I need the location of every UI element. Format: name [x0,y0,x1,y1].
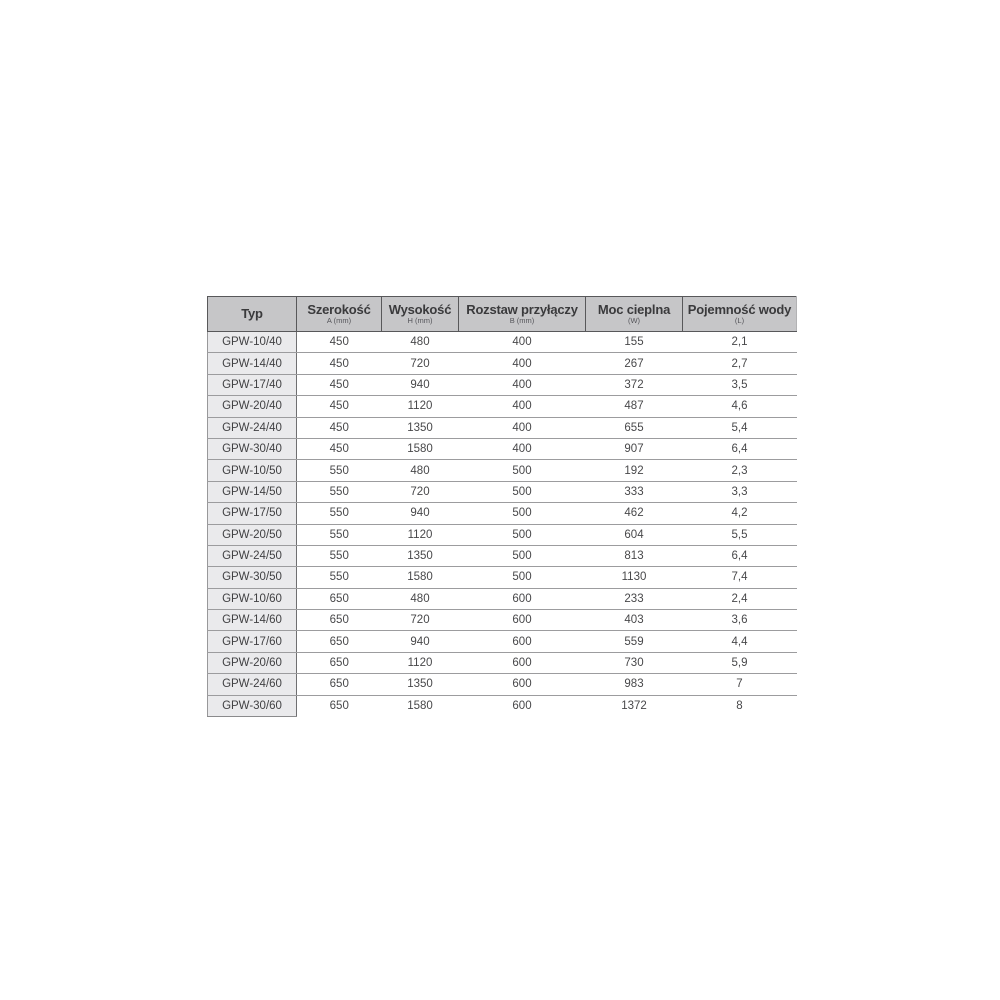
cell-moc-cieplna: 192 [586,460,683,481]
cell-wysokosc-h: 940 [382,374,459,395]
cell-typ: GPW-17/50 [208,503,297,524]
spec-table [207,296,797,717]
cell-typ: GPW-10/50 [208,460,297,481]
cell-typ: GPW-24/40 [208,417,297,438]
cell-rozstaw-b: 400 [459,353,586,374]
column-label: Wysokość [388,301,452,317]
cell-szerokosc-a: 550 [297,567,382,588]
cell-wysokosc-h: 1350 [382,674,459,695]
column-sublabel: (L) [734,316,745,326]
cell-pojemnosc-wody: 6,4 [683,438,797,459]
cell-typ: GPW-20/60 [208,652,297,673]
cell-rozstaw-b: 400 [459,438,586,459]
cell-szerokosc-a: 550 [297,460,382,481]
cell-pojemnosc-wody: 8 [683,695,797,716]
cell-rozstaw-b: 400 [459,332,586,353]
column-header-content [586,297,682,331]
cell-moc-cieplna: 403 [586,610,683,631]
cell-rozstaw-b: 500 [459,481,586,502]
cell-szerokosc-a: 550 [297,524,382,545]
cell-typ: GPW-17/40 [208,374,297,395]
cell-rozstaw-b: 400 [459,374,586,395]
table-row [208,674,797,695]
column-sublabel: A (mm) [326,316,352,326]
cell-szerokosc-a: 550 [297,481,382,502]
cell-wysokosc-h: 720 [382,353,459,374]
table-row [208,610,797,631]
table-row [208,503,797,524]
column-header-pojemnosc-wody [683,297,797,332]
cell-szerokosc-a: 450 [297,353,382,374]
cell-pojemnosc-wody: 5,5 [683,524,797,545]
cell-typ: GPW-10/60 [208,588,297,609]
cell-szerokosc-a: 450 [297,332,382,353]
cell-szerokosc-a: 650 [297,674,382,695]
cell-pojemnosc-wody: 5,4 [683,417,797,438]
table-row [208,652,797,673]
cell-szerokosc-a: 450 [297,374,382,395]
cell-wysokosc-h: 720 [382,610,459,631]
table-row [208,631,797,652]
cell-typ: GPW-14/40 [208,353,297,374]
cell-rozstaw-b: 500 [459,503,586,524]
column-header-typ [208,297,297,332]
cell-moc-cieplna: 655 [586,417,683,438]
cell-moc-cieplna: 155 [586,332,683,353]
cell-wysokosc-h: 480 [382,460,459,481]
cell-pojemnosc-wody: 4,2 [683,503,797,524]
cell-typ: GPW-14/60 [208,610,297,631]
table-row [208,332,797,353]
cell-rozstaw-b: 600 [459,610,586,631]
cell-wysokosc-h: 1580 [382,567,459,588]
cell-szerokosc-a: 550 [297,545,382,566]
cell-wysokosc-h: 1580 [382,695,459,716]
table-row [208,567,797,588]
table-row [208,438,797,459]
column-sublabel: (W) [627,316,641,326]
cell-typ: GPW-17/60 [208,631,297,652]
cell-pojemnosc-wody: 2,3 [683,460,797,481]
cell-wysokosc-h: 1120 [382,524,459,545]
cell-pojemnosc-wody: 7,4 [683,567,797,588]
cell-moc-cieplna: 233 [586,588,683,609]
cell-wysokosc-h: 1350 [382,545,459,566]
cell-pojemnosc-wody: 2,1 [683,332,797,353]
column-header-moc-cieplna [586,297,683,332]
cell-rozstaw-b: 500 [459,460,586,481]
column-header-content [208,297,296,331]
table-row [208,588,797,609]
cell-moc-cieplna: 462 [586,503,683,524]
spec-table-container [207,296,797,717]
cell-typ: GPW-30/40 [208,438,297,459]
column-header-rozstaw-b [459,297,586,332]
cell-moc-cieplna: 267 [586,353,683,374]
cell-szerokosc-a: 450 [297,438,382,459]
cell-wysokosc-h: 480 [382,332,459,353]
cell-moc-cieplna: 559 [586,631,683,652]
cell-szerokosc-a: 650 [297,588,382,609]
cell-rozstaw-b: 600 [459,695,586,716]
cell-pojemnosc-wody: 6,4 [683,545,797,566]
cell-szerokosc-a: 550 [297,503,382,524]
column-header-content [459,297,585,331]
cell-pojemnosc-wody: 2,4 [683,588,797,609]
cell-rozstaw-b: 500 [459,545,586,566]
cell-rozstaw-b: 600 [459,652,586,673]
cell-typ: GPW-30/50 [208,567,297,588]
cell-pojemnosc-wody: 7 [683,674,797,695]
table-row [208,353,797,374]
table-row [208,524,797,545]
cell-wysokosc-h: 1120 [382,396,459,417]
cell-typ: GPW-20/50 [208,524,297,545]
cell-typ: GPW-30/60 [208,695,297,716]
cell-szerokosc-a: 450 [297,417,382,438]
cell-pojemnosc-wody: 5,9 [683,652,797,673]
cell-rozstaw-b: 400 [459,417,586,438]
column-header-wysokosc-h [382,297,459,332]
table-row [208,417,797,438]
column-header-content [683,297,796,331]
column-sublabel: H (mm) [407,316,433,326]
cell-moc-cieplna: 730 [586,652,683,673]
cell-pojemnosc-wody: 2,7 [683,353,797,374]
cell-rozstaw-b: 600 [459,674,586,695]
table-row [208,396,797,417]
cell-pojemnosc-wody: 4,4 [683,631,797,652]
column-header-szerokosc-a [297,297,382,332]
cell-moc-cieplna: 372 [586,374,683,395]
column-sublabel: B (mm) [509,316,535,326]
cell-rozstaw-b: 400 [459,396,586,417]
header-row [208,297,797,332]
cell-wysokosc-h: 940 [382,503,459,524]
cell-moc-cieplna: 1372 [586,695,683,716]
table-body [208,332,797,717]
cell-rozstaw-b: 500 [459,524,586,545]
table-row [208,695,797,716]
cell-moc-cieplna: 907 [586,438,683,459]
cell-wysokosc-h: 720 [382,481,459,502]
cell-rozstaw-b: 600 [459,588,586,609]
column-label: Typ [241,306,263,322]
cell-pojemnosc-wody: 3,3 [683,481,797,502]
cell-wysokosc-h: 1350 [382,417,459,438]
cell-typ: GPW-14/50 [208,481,297,502]
column-label: Moc cieplna [597,301,671,317]
cell-wysokosc-h: 940 [382,631,459,652]
cell-moc-cieplna: 813 [586,545,683,566]
cell-pojemnosc-wody: 3,5 [683,374,797,395]
column-label: Szerokość [307,301,371,317]
column-header-content [297,297,381,331]
cell-typ: GPW-20/40 [208,396,297,417]
table-row [208,545,797,566]
cell-szerokosc-a: 650 [297,631,382,652]
column-header-content [382,297,458,331]
cell-typ: GPW-10/40 [208,332,297,353]
cell-moc-cieplna: 1130 [586,567,683,588]
cell-moc-cieplna: 604 [586,524,683,545]
table-header [208,297,797,332]
table-row [208,460,797,481]
cell-wysokosc-h: 480 [382,588,459,609]
cell-typ: GPW-24/50 [208,545,297,566]
column-label: Pojemność wody [687,301,792,317]
table-row [208,374,797,395]
cell-typ: GPW-24/60 [208,674,297,695]
cell-wysokosc-h: 1580 [382,438,459,459]
cell-moc-cieplna: 487 [586,396,683,417]
cell-rozstaw-b: 600 [459,631,586,652]
cell-wysokosc-h: 1120 [382,652,459,673]
cell-pojemnosc-wody: 4,6 [683,396,797,417]
cell-szerokosc-a: 450 [297,396,382,417]
cell-rozstaw-b: 500 [459,567,586,588]
cell-szerokosc-a: 650 [297,652,382,673]
column-label: Rozstaw przyłączy [466,301,578,317]
cell-moc-cieplna: 333 [586,481,683,502]
cell-szerokosc-a: 650 [297,695,382,716]
cell-szerokosc-a: 650 [297,610,382,631]
cell-pojemnosc-wody: 3,6 [683,610,797,631]
cell-moc-cieplna: 983 [586,674,683,695]
table-row [208,481,797,502]
